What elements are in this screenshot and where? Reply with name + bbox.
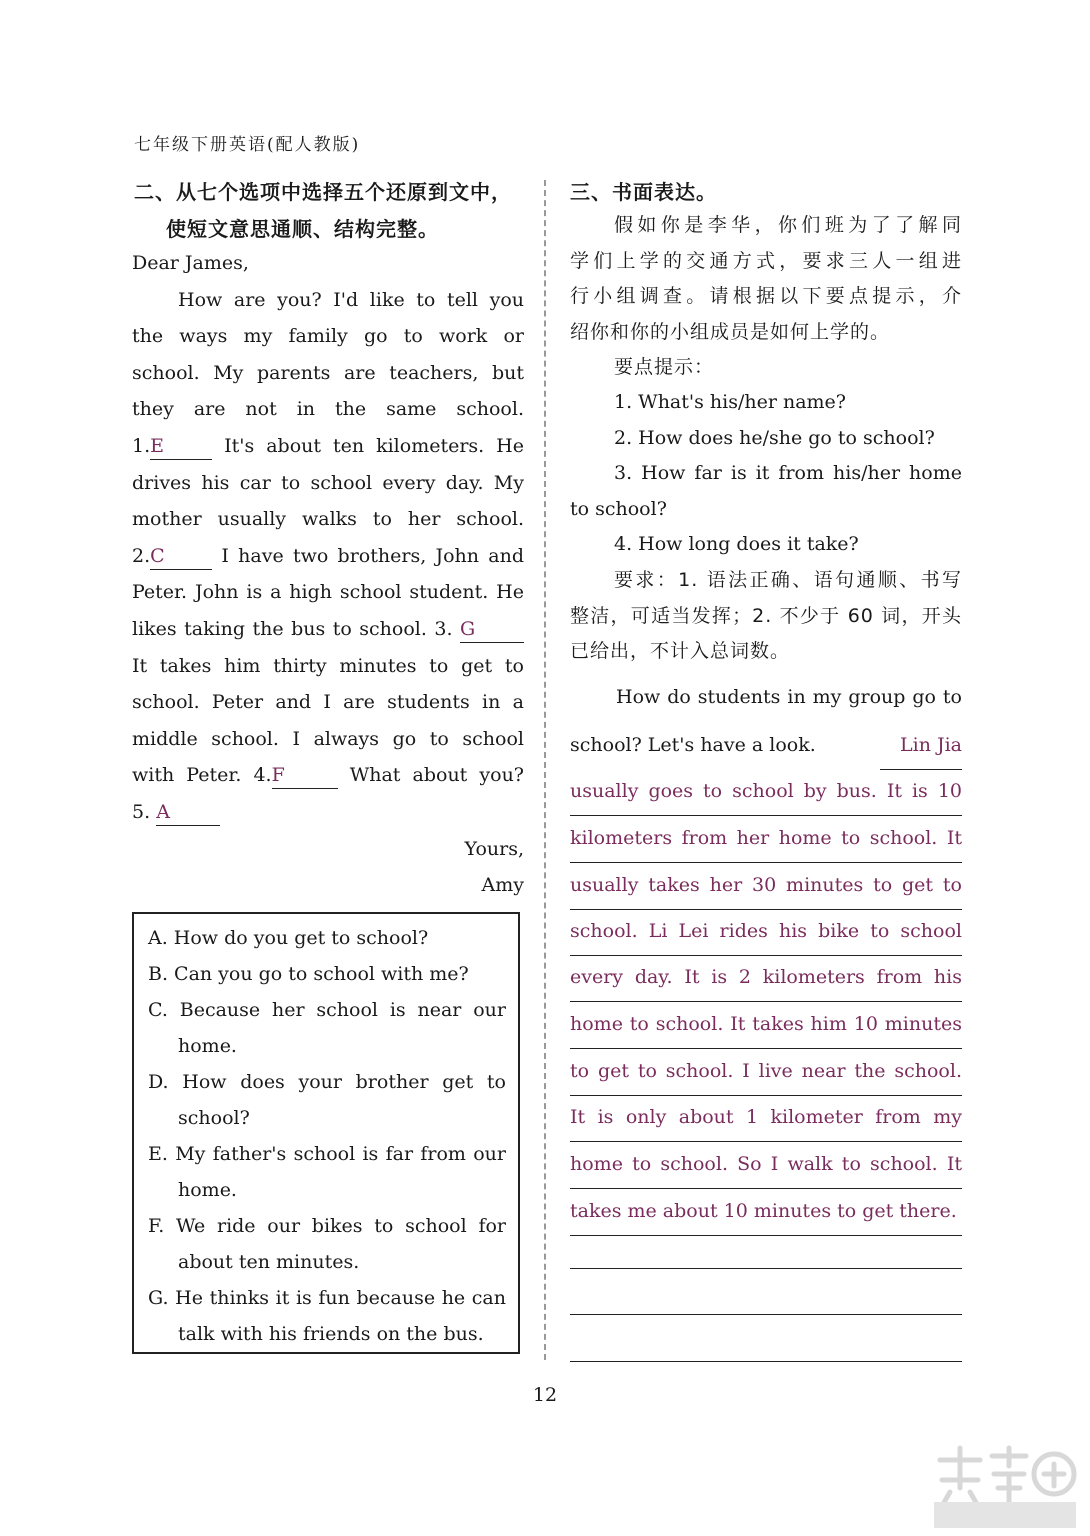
option-e-cont: home. — [178, 1179, 237, 1201]
option-c: C. Because her school is near our — [148, 999, 506, 1021]
requirements — [570, 563, 962, 670]
option-e: E. My father's school is far from our — [148, 1143, 506, 1165]
essay-answer-line: usually takes her 30 minutes to get to — [570, 862, 962, 910]
section3-title: 三、书面表达。 — [570, 180, 717, 204]
passage-text: What about you? — [349, 764, 524, 787]
option-f-cont: about ten minutes. — [178, 1251, 360, 1273]
answer-blank-5[interactable]: A — [156, 799, 220, 826]
passage-line — [132, 428, 524, 465]
passage-line: middle school. I always go to school — [132, 727, 524, 750]
watermark-logo — [930, 1440, 1080, 1530]
passage-line: school. Peter and I are students in a — [132, 691, 524, 714]
passage-text: I have two brothers, John and — [221, 544, 524, 567]
passage-line: Peter. John is a high school student. He — [132, 581, 524, 604]
passage-text: with Peter. 4. — [132, 764, 272, 787]
passage-line: How are you? I'd like to tell you — [178, 288, 524, 311]
writing-prompt — [570, 208, 962, 386]
essay-answer-line: to get to school. I live near the school. — [570, 1048, 962, 1096]
prompt-line: 绍你和你的小组成员是如何上学的。 — [570, 320, 891, 343]
essay-answer-line: takes me about 10 minutes to get there. — [570, 1188, 962, 1236]
hint-question: 4. How long does it take? — [614, 533, 859, 555]
requirement-line: 要求：1. 语法正确、语句通顺、书写 — [614, 569, 962, 591]
passage-line: mother usually walks to her school. — [132, 508, 524, 531]
essay-first-line — [570, 722, 962, 769]
answer-blank-4[interactable]: F — [272, 762, 338, 789]
passage-text: It's about ten kilometers. He — [224, 434, 524, 457]
option-a: A. How do you get to school? — [148, 927, 429, 949]
hint-question: 1. What's his/her name? — [614, 391, 846, 413]
book-header: 七年级下册英语(配人教版) — [134, 135, 361, 155]
hint-question: 2. How does he/she go to school? — [614, 426, 935, 449]
blank-number: 5. — [132, 800, 151, 823]
passage-line — [132, 794, 524, 831]
writing-line-empty[interactable] — [570, 1361, 962, 1362]
option-g: G. He thinks it is fun because he can — [148, 1287, 506, 1309]
passage-text: likes taking the bus to school. 3. — [132, 617, 453, 640]
answer-blank-2[interactable]: C — [150, 543, 212, 570]
passage-line — [132, 757, 524, 794]
passage-line: they are not in the same school. — [132, 398, 524, 421]
passage-line: drives his car to school every day. My — [132, 471, 524, 494]
options-box — [132, 912, 520, 1354]
blank-number: 1. — [132, 434, 151, 457]
option-f: F. We ride our bikes to school for — [148, 1215, 506, 1237]
hint-questions — [570, 385, 962, 563]
essay-answer-line: kilometers from her home to school. It — [570, 815, 962, 863]
option-g-cont: talk with his friends on the bus. — [178, 1323, 484, 1345]
writing-line-empty[interactable] — [570, 1268, 962, 1269]
requirement-line: 整洁，可适当发挥；2. 不少于 60 词，开头 — [570, 604, 962, 627]
section2-title-cont: 使短文意思通顺、结构完整。 — [166, 217, 439, 241]
essay-answer-line: home to school. It takes him 10 minutes — [570, 1001, 962, 1049]
essay-answer-line: home to school. So I walk to school. It — [570, 1141, 962, 1189]
essay-answer-line: school. Li Lei rides his bike to school — [570, 908, 962, 956]
options-list — [148, 920, 506, 1352]
essay-start — [570, 680, 962, 716]
column-divider — [544, 180, 546, 1360]
hint-label: 要点提示： — [614, 356, 715, 378]
essay-answer-line: every day. It is 2 kilometers from his — [570, 954, 962, 1002]
prompt-line: 行小组调查。请根据以下要点提示，介 — [570, 285, 962, 307]
prompt-line: 学们上学的交通方式，要求三人一组进 — [570, 249, 962, 272]
option-d-cont: school? — [178, 1107, 250, 1129]
closing: Yours, — [464, 837, 524, 860]
passage-line — [132, 538, 524, 575]
option-b: B. Can you go to school with me? — [148, 963, 469, 985]
signature: Amy — [481, 874, 524, 897]
essay-answer-line: It is only about 1 kilometer from my — [570, 1094, 962, 1142]
writing-line-empty[interactable] — [570, 1314, 962, 1315]
passage-line — [132, 611, 524, 648]
essay-start-line: school? Let's have a look. — [570, 734, 816, 756]
hint-question-cont: to school? — [570, 497, 667, 520]
passage-line: school. My parents are teachers, but — [132, 361, 524, 384]
salutation: Dear James, — [132, 252, 249, 274]
requirement-line: 已给出，不计入总词数。 — [570, 640, 791, 662]
section2-title: 二、从七个选项中选择五个还原到文中， — [134, 180, 512, 204]
prompt-line: 假如你是李华，你们班为了了解同 — [614, 214, 962, 236]
answer-blank-3[interactable]: G — [460, 616, 524, 643]
option-c-cont: home. — [178, 1035, 237, 1057]
essay-answer-line: usually goes to school by bus. It is 10 — [570, 768, 962, 816]
essay-answer-start[interactable]: Lin Jia — [880, 722, 962, 770]
passage — [132, 245, 524, 904]
essay-start-line: How do students in my group go to — [616, 686, 962, 708]
passage-line: the ways my family go to work or — [132, 325, 524, 348]
option-d: D. How does your brother get to — [148, 1071, 506, 1093]
blank-number: 2. — [132, 544, 151, 567]
page-number: 12 — [532, 1384, 558, 1406]
answer-blank-1[interactable]: E — [150, 433, 212, 460]
hint-question: 3. How far is it from his/her home — [614, 462, 962, 484]
passage-line: It takes him thirty minutes to get to — [132, 654, 524, 677]
